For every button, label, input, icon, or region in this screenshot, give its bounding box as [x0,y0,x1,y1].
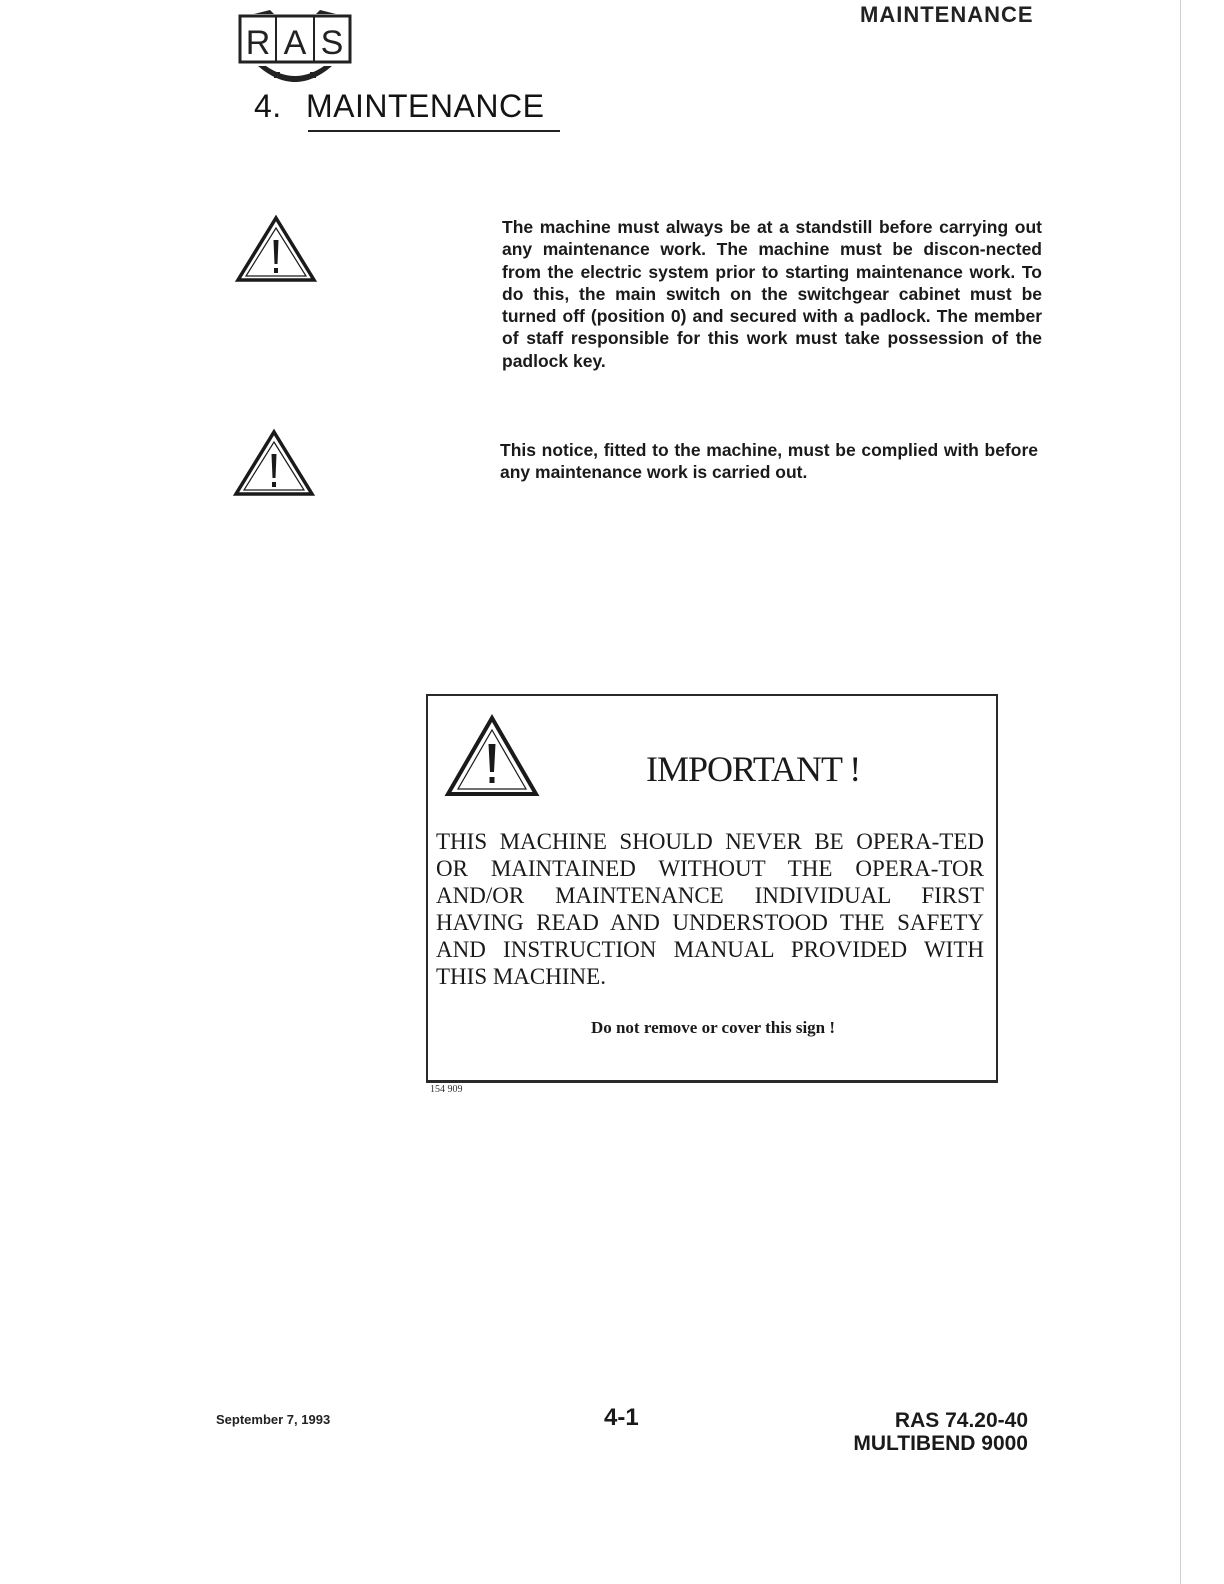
sign-bottom-rule [426,1080,998,1083]
sign-reference-number: 154 909 [430,1084,463,1095]
machine-model: MULTIBEND 9000 [853,1432,1028,1455]
warning-triangle-icon [232,428,316,500]
svg-text:S: S [320,24,344,62]
title-underline [308,130,560,132]
svg-text:R: R [245,24,271,62]
warning-triangle-icon [444,714,540,800]
notice-compliance-text: This notice, fitted to the machine, must be complied with before any maintenance work is carried out. [500,440,1038,483]
chapter-heading: MAINTENANCE [306,88,545,124]
document-id [800,1409,1028,1455]
sign-footer: Do not remove or cover this sign ! [590,1018,836,1037]
sign-body: THIS MACHINE SHOULD NEVER BE OPERA-TED OR MAINTAINED WITHOUT THE OPERA-TOR AND/OR MAINTENANCE INDIVIDUAL FIRST HAVING READ AND UNDERSTOOD THE SAFETY AND INSTRUCTION MANUAL PROVIDED WITH THIS MACHINE. [436,829,984,989]
warning-triangle-icon [234,214,318,286]
ras-logo [236,6,354,88]
page-number: 4-1 [604,1404,639,1431]
maintenance-warning-text: The machine must always be at a standstill before carrying out any maintenance work. The machine must be discon-nected from the electric system prior to starting maintenance work. To do this, the main switch on the switchgear cabinet must be turned off (position 0) and secured with a padlock. The member of staff responsible for this work must take possession of the padlock key. [502,217,1042,371]
running-head: MAINTENANCE [860,2,1034,24]
svg-text:A: A [283,24,307,62]
sign-heading: IMPORTANT ! [646,749,861,789]
chapter-title [254,88,544,125]
doc-number: RAS 74.20-40 [894,1409,1028,1432]
footer-date: September 7, 1993 [216,1412,331,1427]
scan-edge-line [1180,0,1181,1584]
important-sign [426,694,998,1082]
chapter-number: 4. [254,88,282,124]
